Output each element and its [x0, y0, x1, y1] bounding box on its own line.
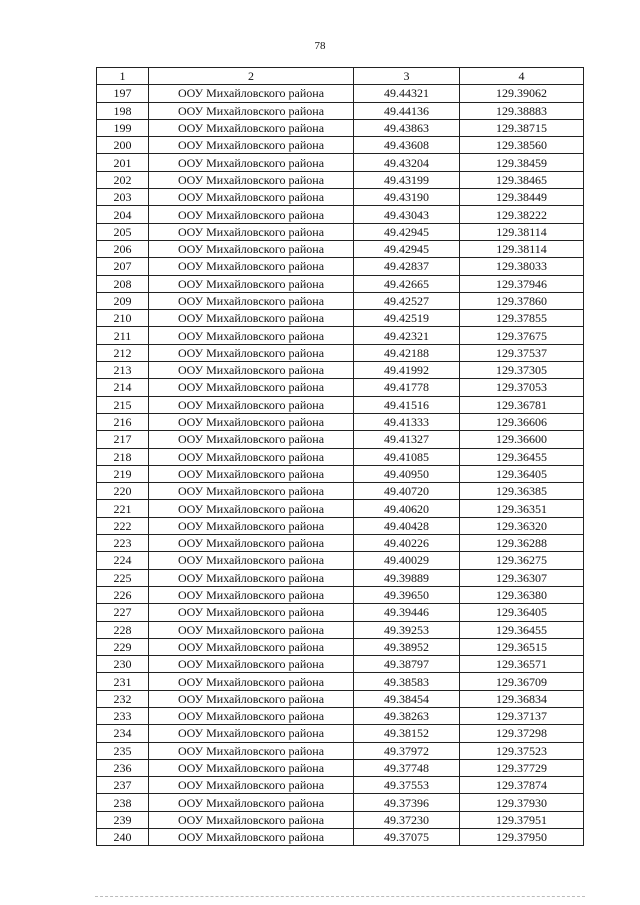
longitude-cell: 129.38459	[460, 154, 584, 171]
latitude-cell: 49.38583	[354, 673, 460, 690]
object-name-cell: ООУ Михайловского района	[149, 344, 354, 361]
longitude-cell: 129.37874	[460, 777, 584, 794]
object-name-cell: ООУ Михайловского района	[149, 535, 354, 552]
longitude-cell: 129.38883	[460, 102, 584, 119]
longitude-cell: 129.36320	[460, 517, 584, 534]
latitude-cell: 49.41516	[354, 396, 460, 413]
table-row	[97, 189, 584, 206]
table-row	[97, 811, 584, 828]
latitude-cell: 49.38263	[354, 707, 460, 724]
latitude-cell: 49.39889	[354, 569, 460, 586]
table-row	[97, 552, 584, 569]
longitude-cell: 129.36380	[460, 586, 584, 603]
latitude-cell: 49.41085	[354, 448, 460, 465]
row-number-cell: 224	[97, 552, 149, 569]
object-name-cell: ООУ Михайловского района	[149, 483, 354, 500]
table-row	[97, 638, 584, 655]
latitude-cell: 49.43608	[354, 137, 460, 154]
latitude-cell: 49.42321	[354, 327, 460, 344]
header-cell-4: 4	[460, 68, 584, 85]
table-row	[97, 223, 584, 240]
object-name-cell: ООУ Михайловского района	[149, 431, 354, 448]
latitude-cell: 49.42665	[354, 275, 460, 292]
table-row	[97, 171, 584, 188]
row-number-cell: 234	[97, 725, 149, 742]
row-number-cell: 222	[97, 517, 149, 534]
latitude-cell: 49.44136	[354, 102, 460, 119]
longitude-cell: 129.37675	[460, 327, 584, 344]
latitude-cell: 49.42837	[354, 258, 460, 275]
object-name-cell: ООУ Михайловского района	[149, 171, 354, 188]
row-number-cell: 238	[97, 794, 149, 811]
table-row	[97, 707, 584, 724]
row-number-cell: 207	[97, 258, 149, 275]
latitude-cell: 49.40950	[354, 465, 460, 482]
table-row	[97, 690, 584, 707]
latitude-cell: 49.42527	[354, 292, 460, 309]
table-row	[97, 310, 584, 327]
object-name-cell: ООУ Михайловского района	[149, 119, 354, 136]
row-number-cell: 223	[97, 535, 149, 552]
table-row	[97, 396, 584, 413]
table-row	[97, 275, 584, 292]
row-number-cell: 215	[97, 396, 149, 413]
latitude-cell: 49.42945	[354, 223, 460, 240]
table-row	[97, 362, 584, 379]
table-row	[97, 448, 584, 465]
coordinates-table	[96, 67, 584, 846]
latitude-cell: 49.40720	[354, 483, 460, 500]
longitude-cell: 129.39062	[460, 85, 584, 102]
object-name-cell: ООУ Михайловского района	[149, 85, 354, 102]
latitude-cell: 49.37972	[354, 742, 460, 759]
row-number-cell: 219	[97, 465, 149, 482]
object-name-cell: ООУ Михайловского района	[149, 102, 354, 119]
longitude-cell: 129.37523	[460, 742, 584, 759]
row-number-cell: 218	[97, 448, 149, 465]
row-number-cell: 239	[97, 811, 149, 828]
object-name-cell: ООУ Михайловского района	[149, 258, 354, 275]
table-row	[97, 137, 584, 154]
row-number-cell: 209	[97, 292, 149, 309]
table-row	[97, 725, 584, 742]
latitude-cell: 49.43199	[354, 171, 460, 188]
row-number-cell: 240	[97, 829, 149, 846]
object-name-cell: ООУ Михайловского района	[149, 240, 354, 257]
table-row	[97, 742, 584, 759]
longitude-cell: 129.37298	[460, 725, 584, 742]
object-name-cell: ООУ Михайловского района	[149, 759, 354, 776]
latitude-cell: 49.42519	[354, 310, 460, 327]
longitude-cell: 129.36455	[460, 621, 584, 638]
row-number-cell: 235	[97, 742, 149, 759]
longitude-cell: 129.37137	[460, 707, 584, 724]
row-number-cell: 226	[97, 586, 149, 603]
object-name-cell: ООУ Михайловского района	[149, 362, 354, 379]
row-number-cell: 228	[97, 621, 149, 638]
latitude-cell: 49.41778	[354, 379, 460, 396]
longitude-cell: 129.36405	[460, 465, 584, 482]
object-name-cell: ООУ Михайловского района	[149, 725, 354, 742]
longitude-cell: 129.36709	[460, 673, 584, 690]
longitude-cell: 129.38560	[460, 137, 584, 154]
longitude-cell: 129.36385	[460, 483, 584, 500]
object-name-cell: ООУ Михайловского района	[149, 811, 354, 828]
row-number-cell: 200	[97, 137, 149, 154]
row-number-cell: 205	[97, 223, 149, 240]
table-row	[97, 604, 584, 621]
table-row	[97, 292, 584, 309]
row-number-cell: 232	[97, 690, 149, 707]
longitude-cell: 129.37053	[460, 379, 584, 396]
latitude-cell: 49.40428	[354, 517, 460, 534]
row-number-cell: 199	[97, 119, 149, 136]
row-number-cell: 220	[97, 483, 149, 500]
header-cell-1: 1	[97, 68, 149, 85]
object-name-cell: ООУ Михайловского района	[149, 638, 354, 655]
latitude-cell: 49.37075	[354, 829, 460, 846]
row-number-cell: 230	[97, 656, 149, 673]
latitude-cell: 49.43204	[354, 154, 460, 171]
table-row	[97, 621, 584, 638]
object-name-cell: ООУ Михайловского района	[149, 707, 354, 724]
latitude-cell: 49.37230	[354, 811, 460, 828]
table-row	[97, 154, 584, 171]
object-name-cell: ООУ Михайловского района	[149, 604, 354, 621]
page-number: 78	[314, 40, 326, 52]
longitude-cell: 129.36288	[460, 535, 584, 552]
longitude-cell: 129.36275	[460, 552, 584, 569]
row-number-cell: 202	[97, 171, 149, 188]
longitude-cell: 129.37946	[460, 275, 584, 292]
longitude-cell: 129.37305	[460, 362, 584, 379]
longitude-cell: 129.38114	[460, 223, 584, 240]
latitude-cell: 49.43190	[354, 189, 460, 206]
longitude-cell: 129.38222	[460, 206, 584, 223]
table-row	[97, 379, 584, 396]
longitude-cell: 129.36351	[460, 500, 584, 517]
row-number-cell: 211	[97, 327, 149, 344]
table-row	[97, 673, 584, 690]
row-number-cell: 216	[97, 413, 149, 430]
table-row	[97, 483, 584, 500]
row-number-cell: 201	[97, 154, 149, 171]
latitude-cell: 49.40226	[354, 535, 460, 552]
table-row	[97, 829, 584, 846]
table-row	[97, 569, 584, 586]
row-number-cell: 204	[97, 206, 149, 223]
object-name-cell: ООУ Михайловского района	[149, 656, 354, 673]
latitude-cell: 49.39446	[354, 604, 460, 621]
object-name-cell: ООУ Михайловского района	[149, 621, 354, 638]
object-name-cell: ООУ Михайловского района	[149, 310, 354, 327]
row-number-cell: 210	[97, 310, 149, 327]
row-number-cell: 231	[97, 673, 149, 690]
table-row	[97, 344, 584, 361]
latitude-cell: 49.38952	[354, 638, 460, 655]
object-name-cell: ООУ Михайловского района	[149, 206, 354, 223]
object-name-cell: ООУ Михайловского района	[149, 690, 354, 707]
latitude-cell: 49.37553	[354, 777, 460, 794]
table-row	[97, 258, 584, 275]
table-row	[97, 656, 584, 673]
row-number-cell: 237	[97, 777, 149, 794]
object-name-cell: ООУ Михайловского района	[149, 673, 354, 690]
object-name-cell: ООУ Михайловского района	[149, 777, 354, 794]
object-name-cell: ООУ Михайловского района	[149, 500, 354, 517]
table-row	[97, 240, 584, 257]
table-row	[97, 759, 584, 776]
row-number-cell: 225	[97, 569, 149, 586]
table-row	[97, 586, 584, 603]
footer-divider	[95, 896, 585, 897]
table-row	[97, 465, 584, 482]
object-name-cell: ООУ Михайловского района	[149, 396, 354, 413]
row-number-cell: 217	[97, 431, 149, 448]
longitude-cell: 129.36515	[460, 638, 584, 655]
latitude-cell: 49.43043	[354, 206, 460, 223]
latitude-cell: 49.37396	[354, 794, 460, 811]
longitude-cell: 129.36571	[460, 656, 584, 673]
latitude-cell: 49.43863	[354, 119, 460, 136]
longitude-cell: 129.36834	[460, 690, 584, 707]
latitude-cell: 49.41992	[354, 362, 460, 379]
table-row	[97, 119, 584, 136]
longitude-cell: 129.37950	[460, 829, 584, 846]
latitude-cell: 49.40029	[354, 552, 460, 569]
longitude-cell: 129.36455	[460, 448, 584, 465]
object-name-cell: ООУ Михайловского района	[149, 413, 354, 430]
latitude-cell: 49.39650	[354, 586, 460, 603]
object-name-cell: ООУ Михайловского района	[149, 829, 354, 846]
longitude-cell: 129.37537	[460, 344, 584, 361]
latitude-cell: 49.38454	[354, 690, 460, 707]
header-cell-3: 3	[354, 68, 460, 85]
row-number-cell: 236	[97, 759, 149, 776]
longitude-cell: 129.38715	[460, 119, 584, 136]
object-name-cell: ООУ Михайловского района	[149, 379, 354, 396]
latitude-cell: 49.38152	[354, 725, 460, 742]
object-name-cell: ООУ Михайловского района	[149, 569, 354, 586]
table-row	[97, 517, 584, 534]
latitude-cell: 49.42945	[354, 240, 460, 257]
latitude-cell: 49.41333	[354, 413, 460, 430]
object-name-cell: ООУ Михайловского района	[149, 465, 354, 482]
object-name-cell: ООУ Михайловского района	[149, 517, 354, 534]
object-name-cell: ООУ Михайловского района	[149, 189, 354, 206]
latitude-cell: 49.38797	[354, 656, 460, 673]
latitude-cell: 49.42188	[354, 344, 460, 361]
object-name-cell: ООУ Михайловского района	[149, 586, 354, 603]
table-row	[97, 206, 584, 223]
table-row	[97, 777, 584, 794]
row-number-cell: 221	[97, 500, 149, 517]
header-cell-2: 2	[149, 68, 354, 85]
object-name-cell: ООУ Михайловского района	[149, 292, 354, 309]
longitude-cell: 129.38465	[460, 171, 584, 188]
object-name-cell: ООУ Михайловского района	[149, 742, 354, 759]
row-number-cell: 227	[97, 604, 149, 621]
row-number-cell: 197	[97, 85, 149, 102]
longitude-cell: 129.38033	[460, 258, 584, 275]
table-row	[97, 413, 584, 430]
table-row	[97, 431, 584, 448]
longitude-cell: 129.37951	[460, 811, 584, 828]
longitude-cell: 129.36781	[460, 396, 584, 413]
table-row	[97, 102, 584, 119]
object-name-cell: ООУ Михайловского района	[149, 794, 354, 811]
row-number-cell: 206	[97, 240, 149, 257]
object-name-cell: ООУ Михайловского района	[149, 223, 354, 240]
row-number-cell: 198	[97, 102, 149, 119]
latitude-cell: 49.40620	[354, 500, 460, 517]
object-name-cell: ООУ Михайловского района	[149, 327, 354, 344]
longitude-cell: 129.36600	[460, 431, 584, 448]
object-name-cell: ООУ Михайловского района	[149, 552, 354, 569]
object-name-cell: ООУ Михайловского района	[149, 275, 354, 292]
row-number-cell: 214	[97, 379, 149, 396]
table-row	[97, 500, 584, 517]
row-number-cell: 212	[97, 344, 149, 361]
longitude-cell: 129.38114	[460, 240, 584, 257]
table-header-row	[97, 68, 584, 85]
row-number-cell: 213	[97, 362, 149, 379]
table-row	[97, 85, 584, 102]
longitude-cell: 129.37930	[460, 794, 584, 811]
row-number-cell: 229	[97, 638, 149, 655]
latitude-cell: 49.41327	[354, 431, 460, 448]
longitude-cell: 129.37729	[460, 759, 584, 776]
table-row	[97, 794, 584, 811]
latitude-cell: 49.39253	[354, 621, 460, 638]
row-number-cell: 233	[97, 707, 149, 724]
longitude-cell: 129.36606	[460, 413, 584, 430]
longitude-cell: 129.37860	[460, 292, 584, 309]
longitude-cell: 129.37855	[460, 310, 584, 327]
latitude-cell: 49.44321	[354, 85, 460, 102]
table-row	[97, 535, 584, 552]
longitude-cell: 129.36307	[460, 569, 584, 586]
table-row	[97, 327, 584, 344]
longitude-cell: 129.36405	[460, 604, 584, 621]
row-number-cell: 208	[97, 275, 149, 292]
object-name-cell: ООУ Михайловского района	[149, 137, 354, 154]
object-name-cell: ООУ Михайловского района	[149, 154, 354, 171]
longitude-cell: 129.38449	[460, 189, 584, 206]
table-body	[97, 68, 584, 846]
latitude-cell: 49.37748	[354, 759, 460, 776]
object-name-cell: ООУ Михайловского района	[149, 448, 354, 465]
row-number-cell: 203	[97, 189, 149, 206]
